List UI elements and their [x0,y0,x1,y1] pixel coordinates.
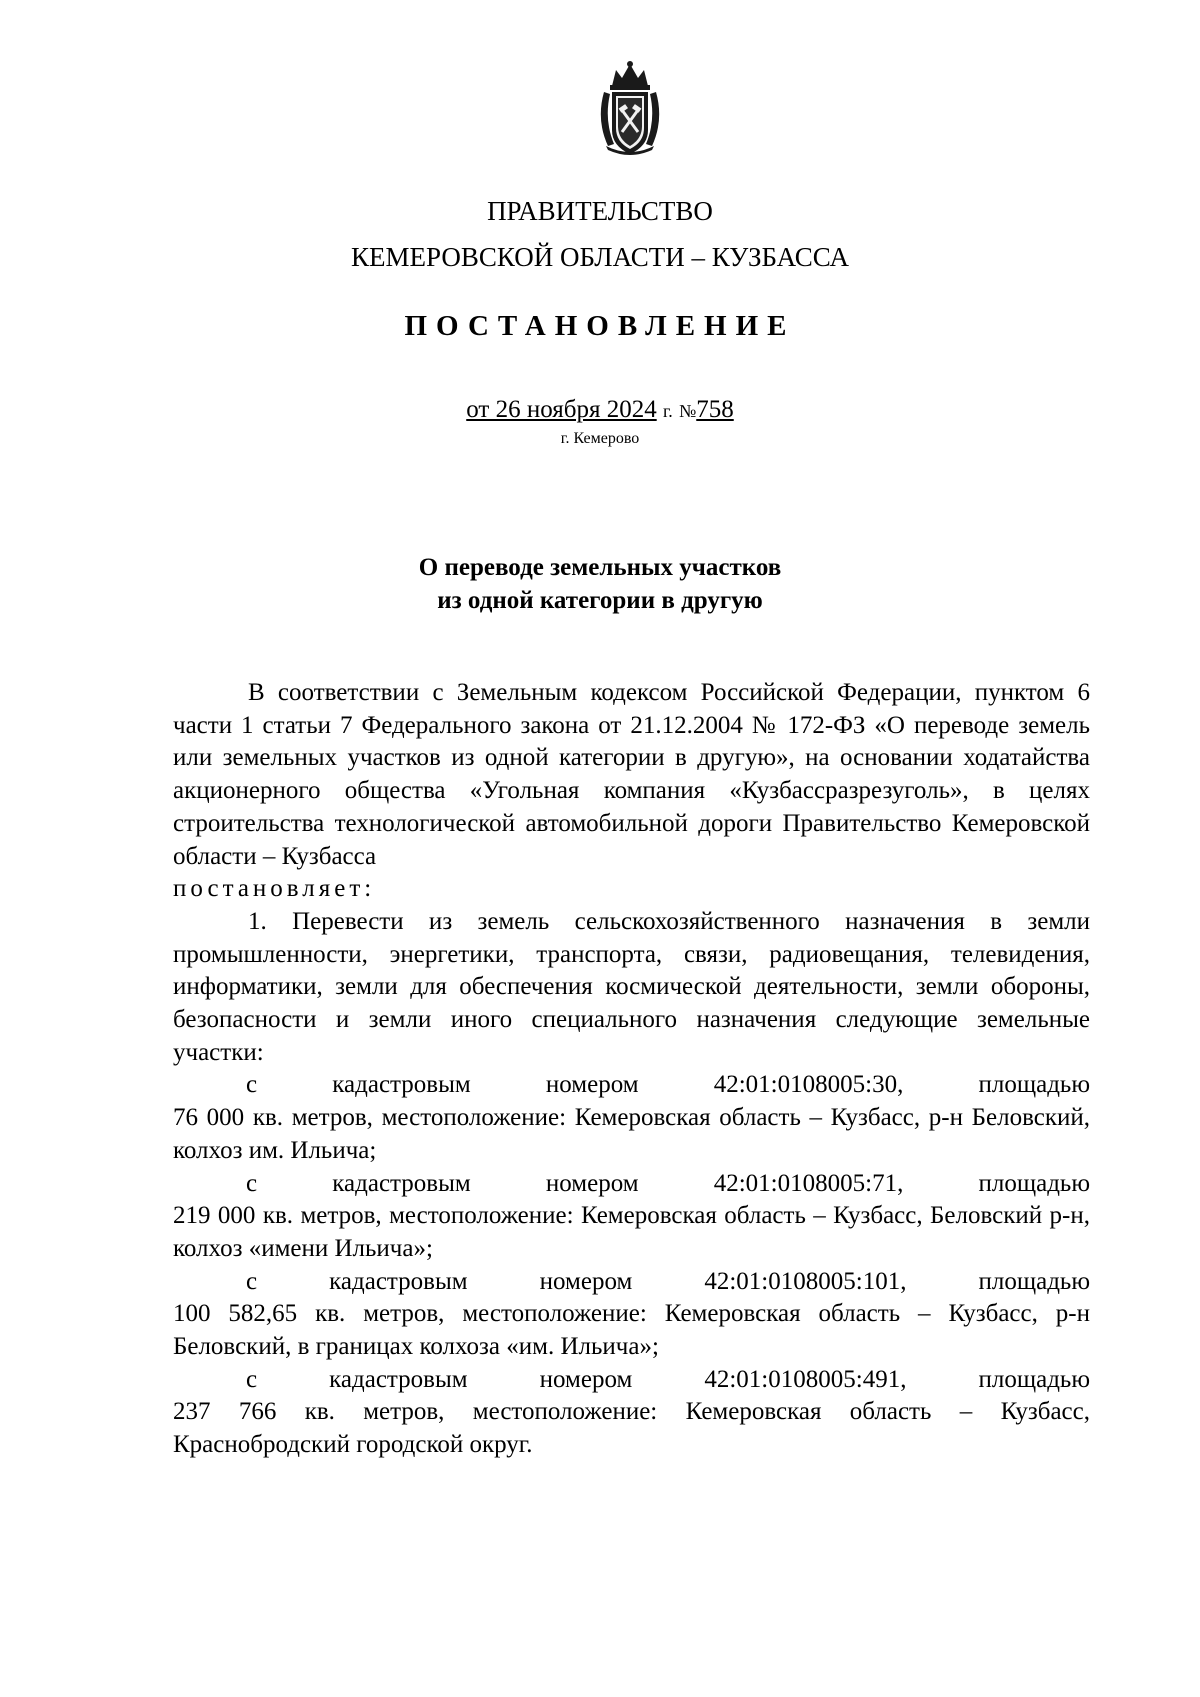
plot-word: кадастровым [329,1365,468,1393]
subject-line2: из одной категории в другую [437,587,763,614]
plot-details: 76 000 кв. метров, местоположение: Кемеровская область – Кузбасс, р-н Беловский, колхоз им. Ильича; [173,1104,1090,1164]
plot-word: кадастровым [332,1169,471,1197]
document-body [173,677,1090,1462]
plot-details: 100 582,65 кв. метров, местоположение: Кемеровская область – Кузбасс, р-н Беловский, в границах колхоза «им. Ильича»; [173,1300,1090,1361]
plot-word: с [246,1267,258,1295]
plot-word: площадью [978,1267,1090,1295]
item-1-paragraph: 1. Перевести из земель сельскохозяйственного назначения в земли промышленности, энергетики, транспорта, связи, радиовещания, телевидения, информатики, земли для обеспечения космической деятельности, земли обороны, безопасности и земли иного специального назначения следующие земельные участки: [173,907,1090,1066]
plot-word: кадастровым [332,1071,471,1099]
coat-of-arms-icon [594,60,666,157]
document-date: от 26 ноября 2024 [466,396,657,423]
number-sign: № [679,401,697,421]
plot-word: номером [539,1267,633,1295]
plot-cadastral-number: 42:01:0108005:491, [704,1365,907,1393]
document-city: г. Кемерово [560,430,640,447]
preamble-paragraph: В соответствии с Земельным кодексом Российской Федерации, пунктом 6 части 1 статьи 7 Федерального закона от 21.12.2004 № 172-ФЗ «О переводе земель или земельных участков из одной категории в другую», на основании ходатайства акционерного общества «Угольная компания «Кузбассразрезуголь», в целях строительства технологической автомобильной дороги Правительство Кемеровской области – Кузбасса [173,679,1090,870]
plot-cadastral-number: 42:01:0108005:71, [713,1169,904,1197]
plot-word: кадастровым [329,1267,468,1295]
document-type-title: ПОСТАНОВЛЕНИЕ [404,310,796,342]
plot-word: с [246,1169,258,1197]
date-year-suffix: г. [662,401,673,421]
plot-word: площадью [978,1365,1090,1393]
plot-word: площадью [978,1071,1090,1099]
date-number-line [0,396,1200,424]
plot-word: с [246,1071,258,1099]
plot-entry-1 [173,1069,1090,1167]
plot-entry-3 [173,1266,1090,1364]
government-name-line2: КЕМЕРОВСКОЙ ОБЛАСТИ – КУЗБАССА [351,242,849,272]
plot-entry-4 [173,1364,1090,1462]
plot-word: с [246,1365,258,1393]
plot-details: 237 766 кв. метров, местоположение: Кемеровская область – Кузбасс, Краснобродский городской округ. [173,1398,1090,1459]
subject-line1: О переводе земельных участков [418,554,782,581]
plot-details: 219 000 кв. метров, местоположение: Кемеровская область – Кузбасс, Беловский р-н, колхоз «имени Ильича»; [173,1202,1090,1262]
government-name-line1: ПРАВИТЕЛЬСТВО [487,196,713,226]
plot-word: номером [545,1071,639,1099]
plot-word: номером [545,1169,639,1197]
plot-entry-2 [173,1168,1090,1266]
plot-word: площадью [978,1169,1090,1197]
plot-word: номером [539,1365,633,1393]
resolves-word: постановляет: [173,875,376,903]
plot-cadastral-number: 42:01:0108005:30, [713,1071,904,1099]
document-number: 758 [696,396,734,423]
plot-cadastral-number: 42:01:0108005:101, [704,1267,907,1295]
